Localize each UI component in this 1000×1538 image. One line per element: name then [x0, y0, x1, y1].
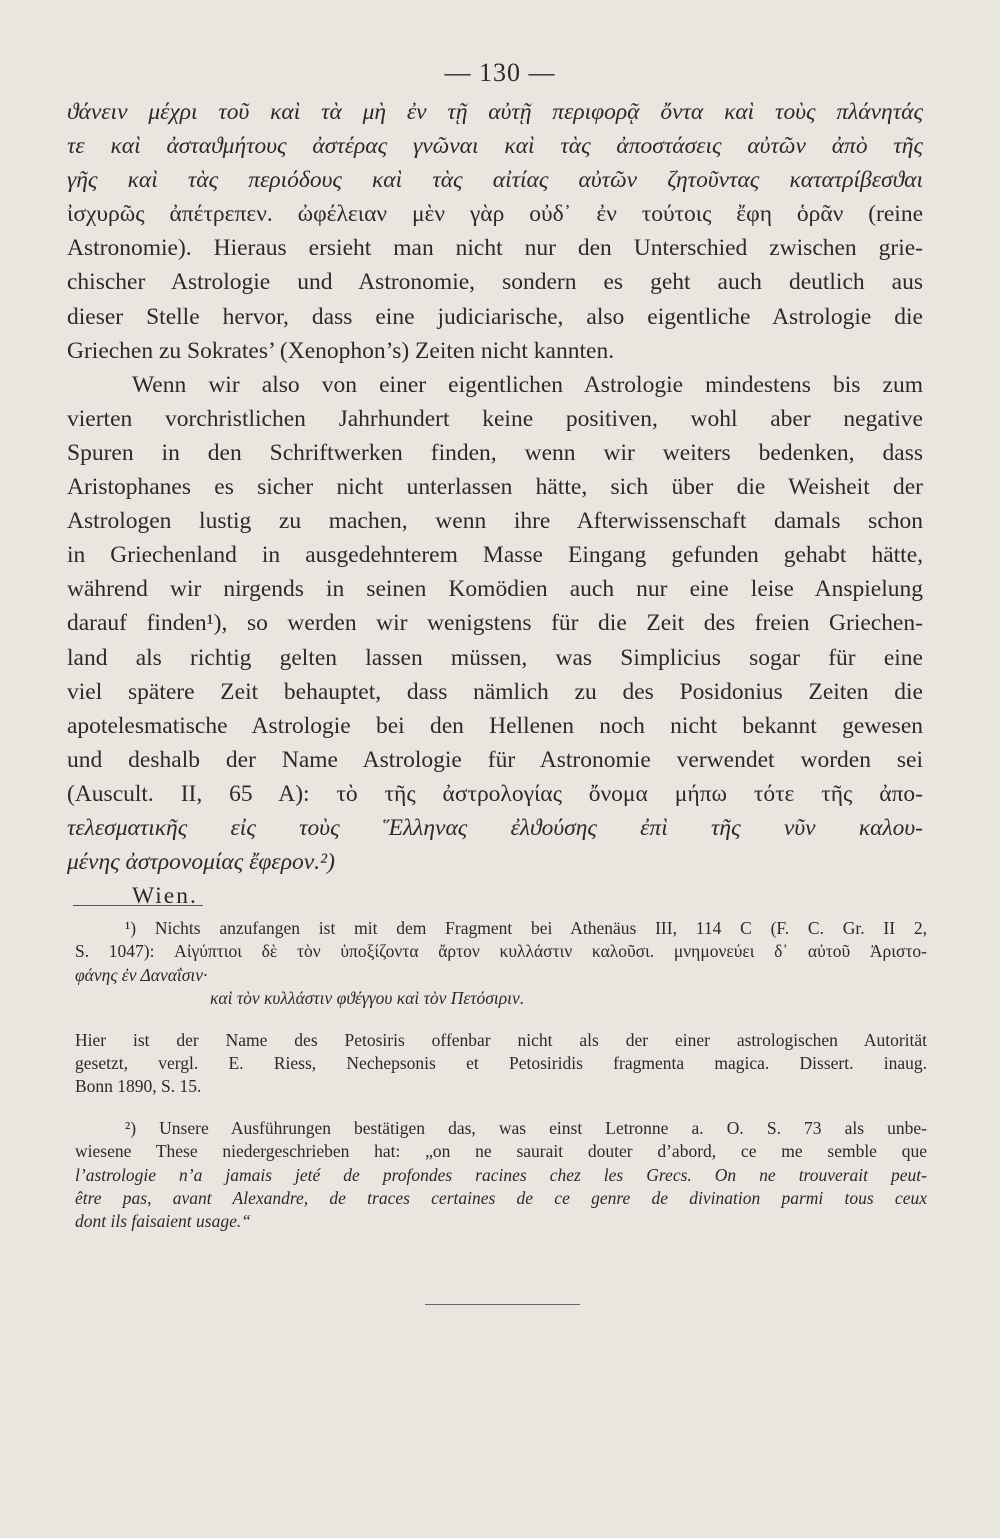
text-line: τε καὶ ἀσταϑμήτους ἀστέρας γνῶναι καὶ τὰς ἀποστάσεις αὐτῶν ἀπὸ τῆς	[67, 133, 923, 160]
text-line: chischer Astrologie und Astronomie, sondern es geht auch deutlich aus	[67, 269, 923, 296]
footnote-line: καὶ τὸν κυλλάστιν φϑέγγου καὶ τὸν Πετόσιριν.	[210, 988, 525, 1009]
page-number: — 130 —	[444, 58, 556, 87]
footnote-line: Hier ist der Name des Petosiris offenbar nicht als der einer astrologischen Autorität	[75, 1029, 927, 1050]
text-line: Astrologen lustig zu machen, wenn ihre Afterwissenschaft damals schon	[67, 508, 923, 535]
text-line: Spuren in den Schriftwerken finden, wenn wir weiters bedenken, dass	[67, 439, 923, 466]
text-line: dieser Stelle hervor, dass eine judiciarische, also eigentliche Astrologie die	[67, 303, 923, 330]
footnotes	[75, 917, 927, 1234]
text-line: apotelesmatische Astrologie bei den Hellenen noch nicht bekannt gewesen	[67, 712, 923, 739]
footnote-line: φάνης ἐν Δαναΐσιν·	[75, 964, 208, 985]
footnote-line: gesetzt, vergl. E. Riess, Nechepsonis et Petosiridis fragmenta magica. Dissert. inaug.	[75, 1052, 927, 1073]
text-line: land als richtig gelten lassen müssen, was Simplicius sogar für eine	[67, 644, 923, 671]
text-line: (Auscult. II, 65 A): τὸ τῆς ἀστρολογίας ὄνομα μήπω τότε τῆς ἀπο-	[67, 780, 923, 807]
footnote-line: l’astrologie n’a jamais jeté de profondes racines chez les Grecs. On ne trouverait peut-	[75, 1164, 927, 1185]
signature-place: Wien.	[132, 883, 198, 910]
text-line: τελεσματικῆς εἰς τοὺς Ἕλληνας ἐλϑούσης ἐπὶ τῆς νῦν καλου-	[67, 814, 923, 841]
end-rule	[425, 1304, 580, 1305]
footnote-line: ¹) Nichts anzufangen ist mit dem Fragment bei Athenäus III, 114 C (F. C. Gr. II 2,	[125, 918, 927, 938]
footnote-line: S. 1047): Αἰγύπτιοι δὲ τὸν ὑποξίζοντα ἄρτον κυλλάστιν καλοῦσι. μνημονεύει δ᾽ αὐτοῦ Ἀριστο-	[75, 941, 927, 962]
text-line: Aristophanes es sicher nicht unterlassen hätte, sich über die Weisheit der	[67, 474, 923, 501]
text-line: darauf finden¹), so werden wir wenigstens für die Zeit des freien Griechen-	[67, 610, 923, 637]
footnote-rule	[73, 905, 203, 906]
main-text	[67, 95, 923, 913]
text-line: Astronomie). Hieraus ersieht man nicht nur den Unterschied zwischen grie-	[67, 235, 923, 262]
text-line: ϑάνειν μέχρι τοῦ καὶ τὰ μὴ ἐν τῇ αὐτῇ περιφορᾷ ὄντα καὶ τοὺς πλάνητάς	[67, 99, 923, 125]
text-line: Wenn wir also von einer eigentlichen Astrologie mindestens bis zum	[132, 371, 923, 398]
text-line: und deshalb der Name Astrologie für Astronomie verwendet worden sei	[67, 746, 923, 773]
text-line: μένης ἀστρονομίας ἔφερον.²)	[67, 849, 335, 876]
footnote-line: wiesene These niedergeschrieben hat: „on ne saurait douter d’abord, ce me semble que	[75, 1141, 927, 1162]
text-line: γῆς καὶ τὰς περιόδους καὶ τὰς αἰτίας αὐτῶν ζητοῦντας κατατρίβεσϑαι	[67, 167, 923, 194]
text-line: Griechen zu Sokrates’ (Xenophon’s) Zeiten nicht kannten.	[67, 337, 615, 364]
text-line: viel spätere Zeit behauptet, dass nämlich zu des Posidonius Zeiten die	[67, 678, 923, 705]
text-line: während wir nirgends in seinen Komödien auch nur eine leise Anspielung	[67, 576, 923, 603]
text-line: vierten vorchristlichen Jahrhundert keine positiven, wohl aber negative	[67, 405, 923, 432]
footnote-line: ²) Unsere Ausführungen bestätigen das, was einst Letronne a. O. S. 73 als unbe-	[125, 1117, 927, 1138]
footnote-line: Bonn 1890, S. 15.	[75, 1076, 202, 1097]
text-line: in Griechenland in ausgedehnterem Masse Eingang gefunden gehabt hätte,	[67, 542, 923, 569]
footnote-line: être pas, avant Alexandre, de traces certaines de ce genre de divination parmi tous ceux	[75, 1187, 927, 1208]
footnote-line: dont ils faisaient usage.“	[75, 1211, 251, 1232]
text-line: ἰσχυρῶς ἀπέτρεπεν. ὠφέλειαν μὲν γὰρ οὐδ᾽ ἐν τούτοις ἔφη ὁρᾶν (reine	[67, 201, 923, 228]
